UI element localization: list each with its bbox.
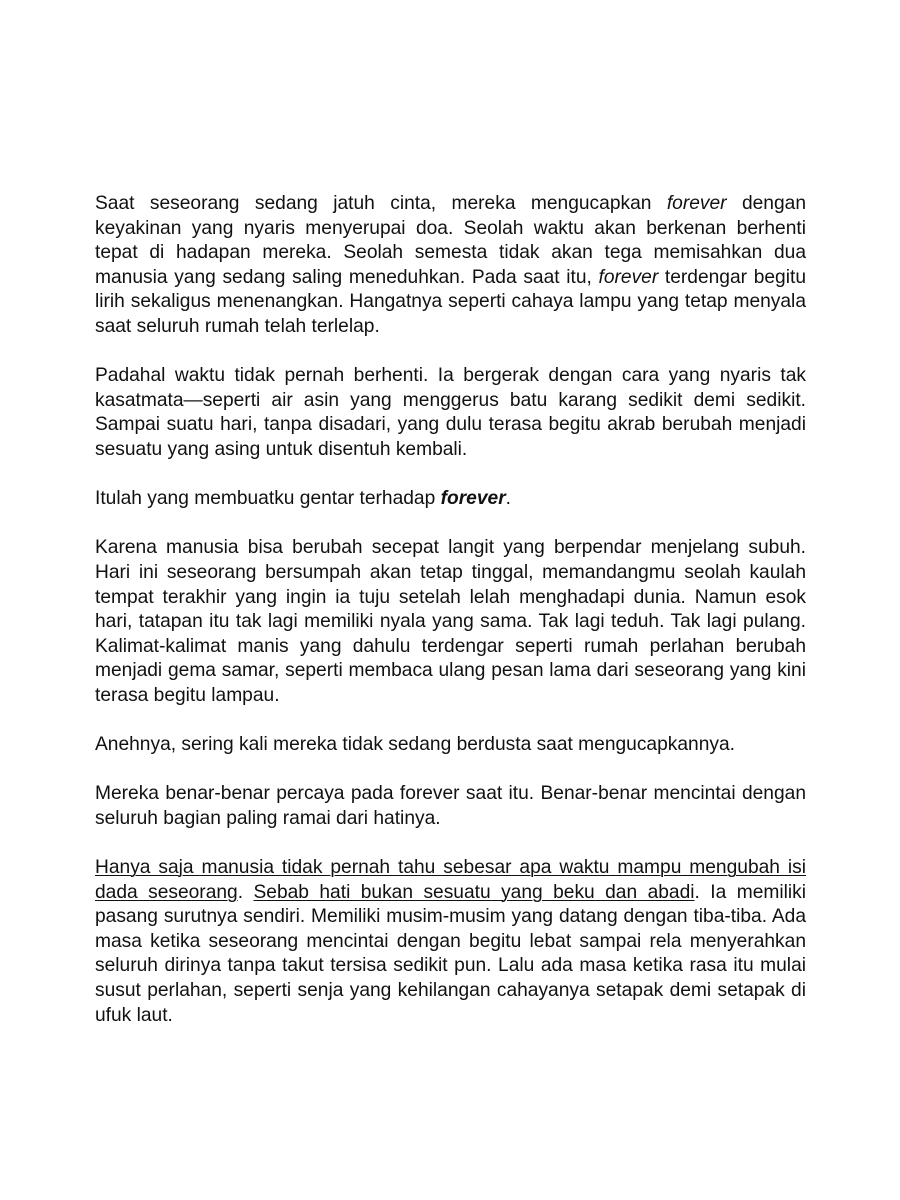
paragraph-2: Padahal waktu tidak pernah berhenti. Ia bergerak dengan cara yang nyaris tak kasatmata—seperti air asin yang menggerus batu karang sedikit demi sedikit. Sampai suatu hari, tanpa disadari, yang dulu terasa begitu akrab berubah menjadi sesuatu yang asing untuk disentuh kembali. (95, 365, 806, 460)
forever-bold-italic: forever (440, 488, 506, 510)
paragraph-3-text-a: Itulah yang membuatku gentar terhadap (95, 488, 441, 510)
paragraph-4: Karena manusia bisa berubah secepat langit yang berpendar menjelang subuh. Hari ini seseorang bersumpah akan tetap tinggal, memandangmu seolah kaulah tempat terakhir yang ingin ia tuju setelah lelah menghadapi dunia. Namun esok hari, tatapan itu tak lagi memiliki nyala yang sama. Tak lagi teduh. Tak lagi pulang. Kalimat-kalimat manis yang dahulu terdengar seperti rumah perlahan berubah menjadi gema samar, seperti membaca ulang pesan lama dari seseorang yang kini terasa begitu lampau. (95, 537, 806, 706)
paragraph-5: Anehnya, sering kali mereka tidak sedang berdusta saat mengucapkannya. (95, 734, 735, 756)
paragraph-1-text-b: dengan keyakinan yang nyaris menyerupai doa. Seolah waktu akan berkenan berhenti tepat di hadapan mereka. Seolah semesta tidak akan tega memisahkan dua manusia yang sedang saling meneduhkan. Pada saat itu, (95, 193, 806, 288)
paragraph-1-text-a: Saat seseorang sedang jatuh cinta, mereka mengucapkan (95, 193, 667, 214)
paragraph-3 (95, 487, 806, 512)
paragraph-7-text-a: . (237, 881, 254, 903)
paragraph-1-text-c: terdengar begitu lirih sekaligus menenangkan. Hangatnya seperti cahaya lampu yang tetap menyala saat seluruh rumah telah terlelap. (95, 266, 806, 337)
document-body (95, 192, 806, 1028)
paragraph-7 (95, 856, 806, 1028)
paragraph-3-text-b: . (505, 488, 512, 510)
paragraph-1 (95, 192, 806, 340)
underlined-phrase-1: Hanya saja manusia tidak pernah tahu sebesar apa waktu mampu mengubah isi dada seseorang (95, 857, 806, 903)
paragraph-7-text-b: . Ia memiliki pasang surutnya sendiri. Memiliki musim-musim yang datang dengan tiba-tiba. Ada masa ketika seseorang mencintai dengan begitu lebat sampai rela menyerahkan seluruh dirinya tanpa takut tersisa sedikit pun. Lalu ada masa ketika rasa itu mulai susut perlahan, seperti senja yang kehilangan cahayanya setapak demi setapak di ufuk laut. (95, 881, 806, 1026)
forever-italic-1: forever (666, 193, 727, 214)
underlined-phrase-2: Sebab hati bukan sesuatu yang beku dan abadi (253, 881, 695, 903)
forever-italic-2: forever (598, 266, 659, 288)
paragraph-6: Mereka benar-benar percaya pada forever saat itu. Benar-benar mencintai dengan seluruh bagian paling ramai dari hatinya. (95, 783, 806, 829)
